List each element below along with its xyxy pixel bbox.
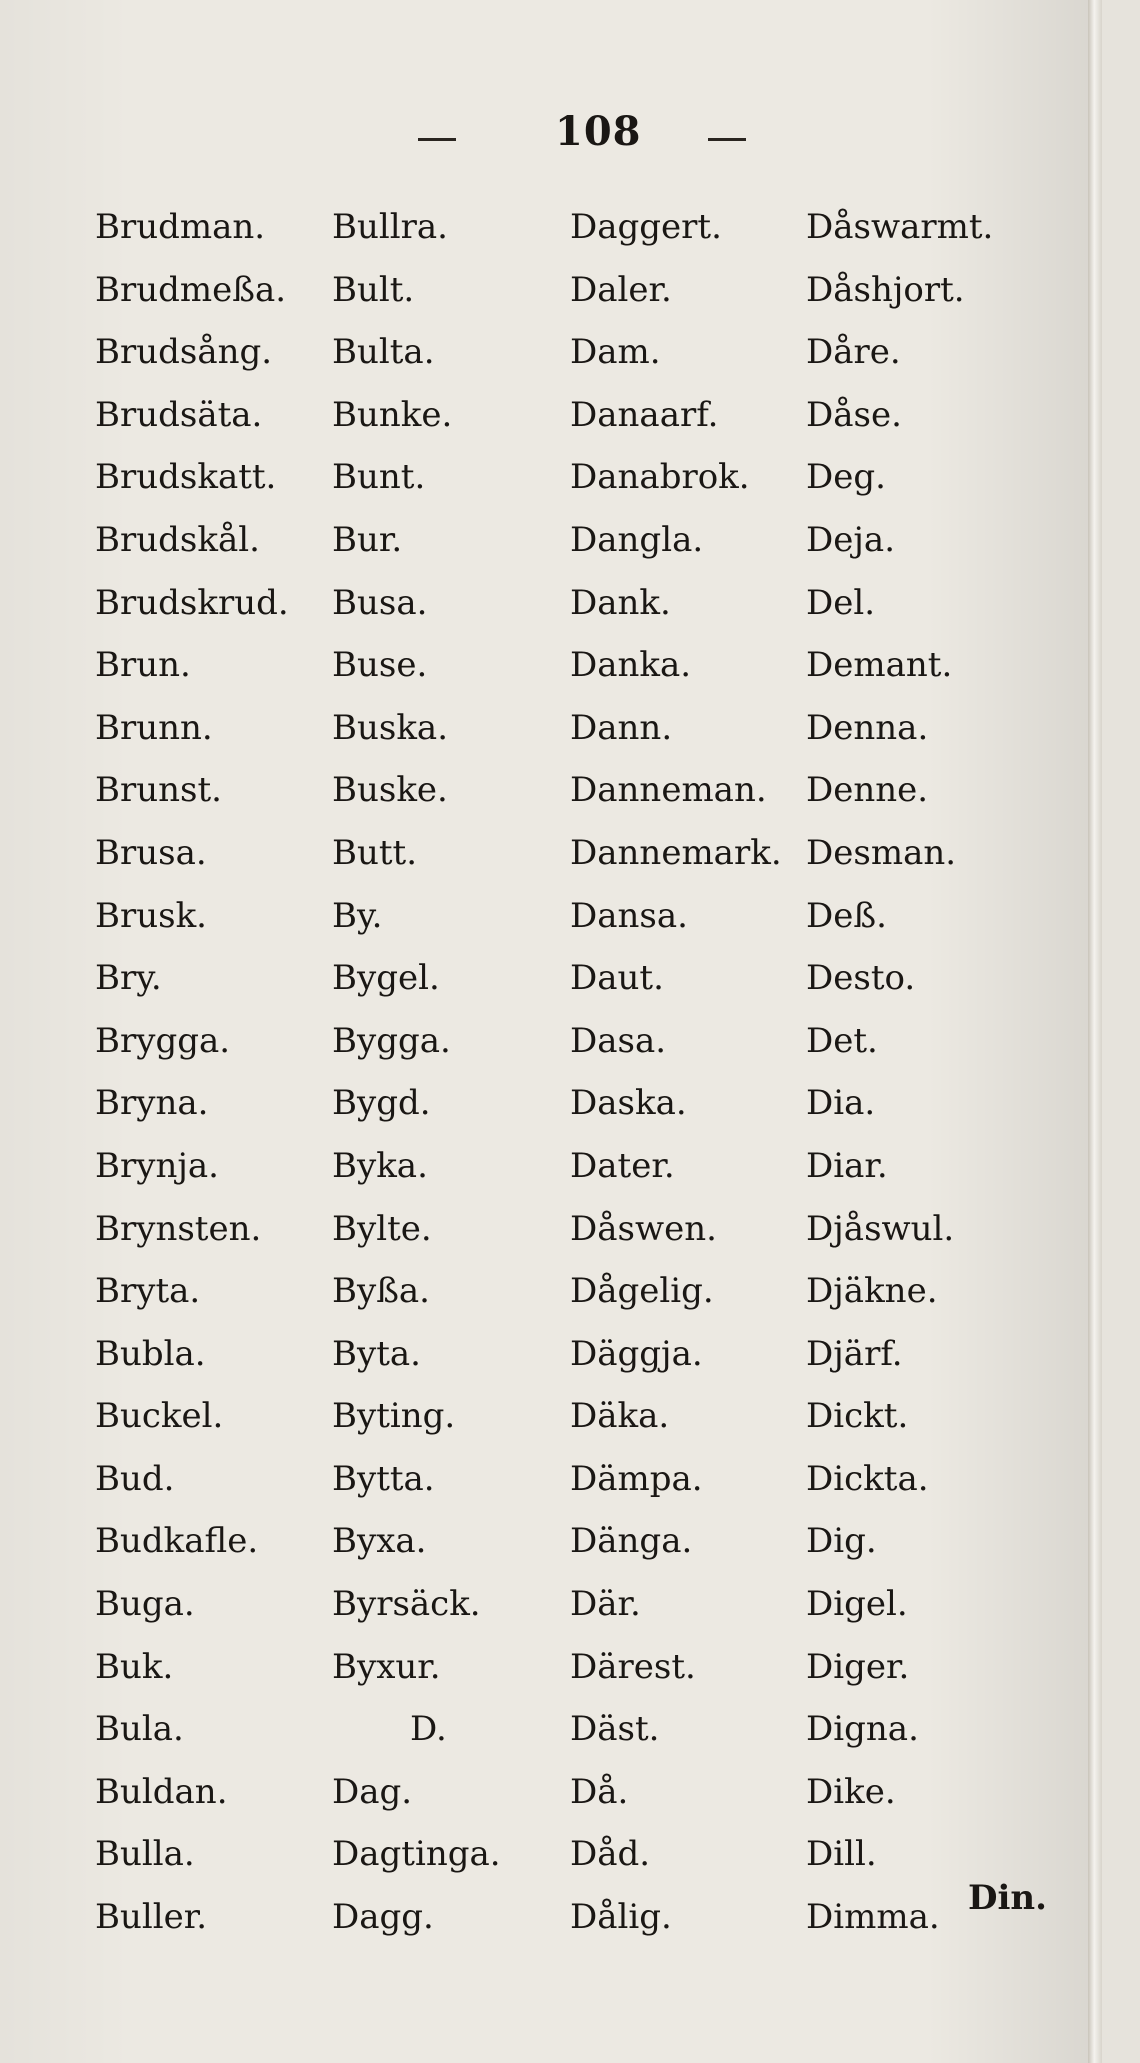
word-entry: Bur.	[332, 519, 403, 560]
word-entry: Bryna.	[95, 1083, 209, 1124]
word-entry: Där.	[570, 1584, 641, 1625]
header-dash-left	[418, 138, 456, 141]
word-entry: Dåre.	[806, 332, 901, 373]
word-column-3	[570, 196, 805, 1949]
word-entry: Byßa.	[332, 1271, 430, 1312]
word-entry: Buse.	[332, 645, 428, 686]
word-entry: Bult.	[332, 269, 415, 310]
header-dash-right	[708, 138, 746, 141]
page-number: 108	[555, 108, 642, 155]
word-entry: Danaarf.	[570, 394, 719, 435]
section-letter-heading: D.	[410, 1709, 447, 1750]
word-entry: Dimma.	[806, 1897, 940, 1938]
word-entry: Del.	[806, 582, 876, 623]
word-entry: Desman.	[806, 832, 957, 873]
word-entry: Byka.	[332, 1145, 428, 1186]
word-entry: Dämpa.	[570, 1458, 703, 1499]
word-entry: Byrsäck.	[332, 1584, 481, 1625]
word-entry: Brudman.	[95, 207, 266, 247]
word-entry: Daut.	[570, 958, 664, 999]
word-entry: Däggja.	[570, 1333, 703, 1374]
page-header	[0, 108, 1000, 168]
word-entry: Deg.	[806, 457, 886, 498]
word-entry: Brunst.	[95, 770, 222, 811]
word-entry: Dann.	[570, 707, 673, 748]
word-entry: Dig.	[806, 1521, 877, 1562]
word-entry: Dank.	[570, 582, 671, 623]
catchword: Din.	[968, 1878, 1047, 1918]
word-entry: Bula.	[95, 1709, 184, 1750]
word-entry: Diger.	[806, 1646, 910, 1687]
word-entry: Bytta.	[332, 1458, 435, 1499]
word-entry: Diar.	[806, 1145, 888, 1186]
word-entry: Dansa.	[570, 895, 688, 936]
word-entry: Desto.	[806, 958, 916, 999]
word-entry: Budkafle.	[95, 1521, 259, 1562]
word-entry: Därest.	[570, 1646, 696, 1687]
word-entry: Bubla.	[95, 1333, 206, 1374]
word-entry: Dam.	[570, 332, 661, 373]
word-entry: Brun.	[95, 645, 191, 686]
word-entry: Buga.	[95, 1584, 195, 1625]
word-entry: Dagg.	[332, 1897, 434, 1938]
word-entry: Digna.	[806, 1709, 919, 1750]
word-entry: Daska.	[570, 1083, 687, 1124]
word-entry: Dia.	[806, 1083, 876, 1124]
word-column-2	[332, 196, 567, 1949]
word-entry: Brygga.	[95, 1020, 231, 1061]
word-entry: Dannemark.	[570, 832, 782, 873]
word-entry: Buller.	[95, 1897, 208, 1938]
word-entry: Bylte.	[332, 1208, 432, 1249]
word-entry: Dåswarmt.	[806, 207, 994, 247]
word-entry: Däka.	[570, 1396, 670, 1437]
word-entry: Bunke.	[332, 394, 453, 435]
word-entry: Byta.	[332, 1333, 421, 1374]
word-entry: Dike.	[806, 1771, 896, 1812]
word-entry: Brudsäta.	[95, 394, 263, 435]
word-entry: Dater.	[570, 1145, 675, 1186]
word-entry: Bryta.	[95, 1271, 201, 1312]
word-entry: Bullra.	[332, 207, 448, 247]
word-entry: Bud.	[95, 1458, 175, 1499]
word-entry: Buska.	[332, 707, 449, 748]
word-entry: Dågelig.	[570, 1271, 714, 1312]
word-entry: Dåshjort.	[806, 269, 965, 310]
word-column-1	[95, 196, 330, 1949]
word-entry: Deß.	[806, 895, 887, 936]
word-entry: Dåswen.	[570, 1208, 717, 1249]
word-entry: Bunt.	[332, 457, 426, 498]
word-entry: Dickt.	[806, 1396, 909, 1437]
word-entry: Brudskatt.	[95, 457, 277, 498]
word-entry: Buldan.	[95, 1771, 228, 1812]
word-entry: By.	[332, 895, 383, 936]
word-entry: Dag.	[332, 1771, 413, 1812]
word-entry: Dålig.	[570, 1897, 672, 1938]
word-entry: Dickta.	[806, 1458, 929, 1499]
word-entry: Danabrok.	[570, 457, 750, 498]
word-entry: Byting.	[332, 1396, 456, 1437]
word-column-4	[806, 196, 1041, 1949]
word-entry: Dasa.	[570, 1020, 667, 1061]
word-entry: Byxa.	[332, 1521, 427, 1562]
word-entry: Digel.	[806, 1584, 908, 1625]
word-entry: Brudskrud.	[95, 582, 289, 623]
word-entry: Djäkne.	[806, 1271, 938, 1312]
word-entry: Brudsång.	[95, 332, 273, 373]
word-entry: Brudskål.	[95, 519, 260, 560]
word-entry: Butt.	[332, 832, 418, 873]
word-entry: Brynja.	[95, 1145, 219, 1186]
word-entry: Dänga.	[570, 1521, 693, 1562]
word-entry: Deja.	[806, 519, 896, 560]
word-entry: Buk.	[95, 1646, 174, 1687]
word-entry: Bulla.	[95, 1834, 195, 1875]
word-entry: Bulta.	[332, 332, 435, 373]
word-entry: Denne.	[806, 770, 929, 811]
word-entry: Då.	[570, 1771, 629, 1812]
word-entry: Dangla.	[570, 519, 704, 560]
adjacent-page-edge	[1102, 0, 1140, 2063]
word-entry: Dåse.	[806, 394, 902, 435]
word-entry: Det.	[806, 1020, 878, 1061]
word-entry: Brunn.	[95, 707, 213, 748]
word-entry: Brusk.	[95, 895, 207, 936]
word-entry: Djåswul.	[806, 1208, 955, 1249]
word-entry: Bygel.	[332, 958, 440, 999]
word-entry: Bry.	[95, 958, 162, 999]
word-entry: Brudmeßa.	[95, 269, 287, 310]
word-entry: Busa.	[332, 582, 428, 623]
word-entry: Buckel.	[95, 1396, 224, 1437]
word-entry: Danka.	[570, 645, 692, 686]
word-entry: Bygga.	[332, 1020, 451, 1061]
word-entry: Djärf.	[806, 1333, 903, 1374]
word-entry: Dill.	[806, 1834, 877, 1875]
word-entry: Byxur.	[332, 1646, 441, 1687]
word-entry: Brusa.	[95, 832, 207, 873]
word-entry: Däst.	[570, 1709, 660, 1750]
word-entry: Buske.	[332, 770, 448, 811]
word-entry: Dagtinga.	[332, 1834, 501, 1875]
word-entry: Brynsten.	[95, 1208, 262, 1249]
word-entry: Dåd.	[570, 1834, 651, 1875]
word-entry: Denna.	[806, 707, 929, 748]
word-entry: Daler.	[570, 269, 672, 310]
word-entry: Bygd.	[332, 1083, 431, 1124]
word-entry: Danneman.	[570, 770, 767, 811]
page-binding-edge	[1088, 0, 1102, 2063]
word-entry: Demant.	[806, 645, 953, 686]
word-entry: Daggert.	[570, 207, 722, 247]
